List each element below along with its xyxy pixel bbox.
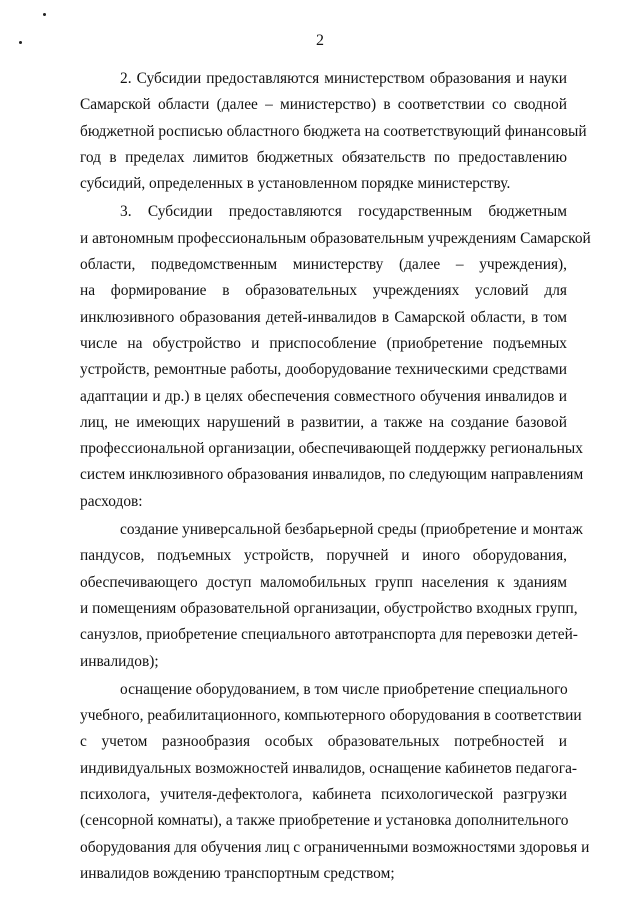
text-line: и автономным профессиональным образовательным учреждениям Самарской bbox=[80, 229, 591, 247]
text-line: учебного, реабилитационного, компьютерного оборудования в соответствии bbox=[80, 707, 582, 725]
text-line: систем инклюзивного образования инвалидов, по следующим направлениям bbox=[80, 466, 584, 484]
text-line: оснащение оборудованием, в том числе приобретение специального bbox=[120, 680, 568, 698]
text-line: 3. Субсидии предоставляются государственным бюджетным bbox=[120, 203, 567, 221]
text-line: год в пределах лимитов бюджетных обязательств по предоставлению bbox=[80, 148, 567, 166]
paragraph-barrier-free bbox=[80, 517, 583, 675]
text-line: психолога, учителя-дефектолога, кабинета психологической разгрузки bbox=[80, 786, 567, 804]
text-line: с учетом разнообразия особых образовательных потребностей и bbox=[80, 733, 567, 751]
text-line: инклюзивного образования детей-инвалидов в Самарской области, в том bbox=[80, 308, 567, 326]
text-line: адаптации и др.) в целях обеспечения совместного обучения инвалидов и bbox=[80, 387, 567, 405]
text-line: Самарской области (далее – министерство) в соответствии со сводной bbox=[80, 96, 567, 114]
text-line: на формирование в образовательных учреждениях условий для bbox=[80, 282, 567, 300]
text-line: индивидуальных возможностей инвалидов, оснащение кабинетов педагога- bbox=[80, 759, 578, 777]
text-line: расходов: bbox=[80, 492, 143, 510]
text-line: создание универсальной безбарьерной среды (приобретение и монтаж bbox=[120, 521, 583, 539]
paragraph-equipment bbox=[80, 677, 590, 887]
text-line: 2. Субсидии предоставляются министерством образования и науки bbox=[120, 70, 567, 87]
text-line: области, подведомственным министерству (далее – учреждения), bbox=[80, 256, 567, 274]
document-body bbox=[80, 66, 591, 887]
text-line: субсидий, определенных в установленном порядке министерству. bbox=[80, 175, 511, 193]
text-line: пандусов, подъемных устройств, поручней и иного оборудования, bbox=[80, 547, 567, 565]
text-line: числе на обустройство и приспособление (приобретение подъемных bbox=[80, 334, 567, 352]
paragraph-2 bbox=[80, 66, 587, 197]
text-line: оборудования для обучения лиц с ограниченными возможностями здоровья и bbox=[80, 838, 590, 856]
text-line: обеспечивающего доступ маломобильных групп населения к зданиям bbox=[80, 573, 567, 591]
text-line: инвалидов вождению транспортным средством; bbox=[80, 864, 395, 882]
text-line: санузлов, приобретение специального автотранспорта для перевозки детей- bbox=[80, 626, 578, 644]
text-line: устройств, ремонтные работы, дооборудование техническими средствами bbox=[80, 361, 567, 379]
text-line: бюджетной росписью областного бюджета на соответствующий финансовый bbox=[80, 122, 587, 140]
text-line: и помещениям образовательной организации, обустройство входных групп, bbox=[80, 599, 578, 617]
text-line: профессиональной организации, обеспечивающей поддержку региональных bbox=[80, 440, 583, 458]
page-number: 2 bbox=[316, 32, 324, 49]
text-line: лиц, не имеющих нарушений в развитии, а также на создание базовой bbox=[80, 413, 567, 431]
paragraph-3 bbox=[80, 199, 591, 515]
scan-dot-mark bbox=[43, 13, 46, 16]
text-line: инвалидов); bbox=[80, 652, 159, 670]
text-line: (сенсорной комнаты), а также приобретение и установка дополнительного bbox=[80, 812, 569, 830]
